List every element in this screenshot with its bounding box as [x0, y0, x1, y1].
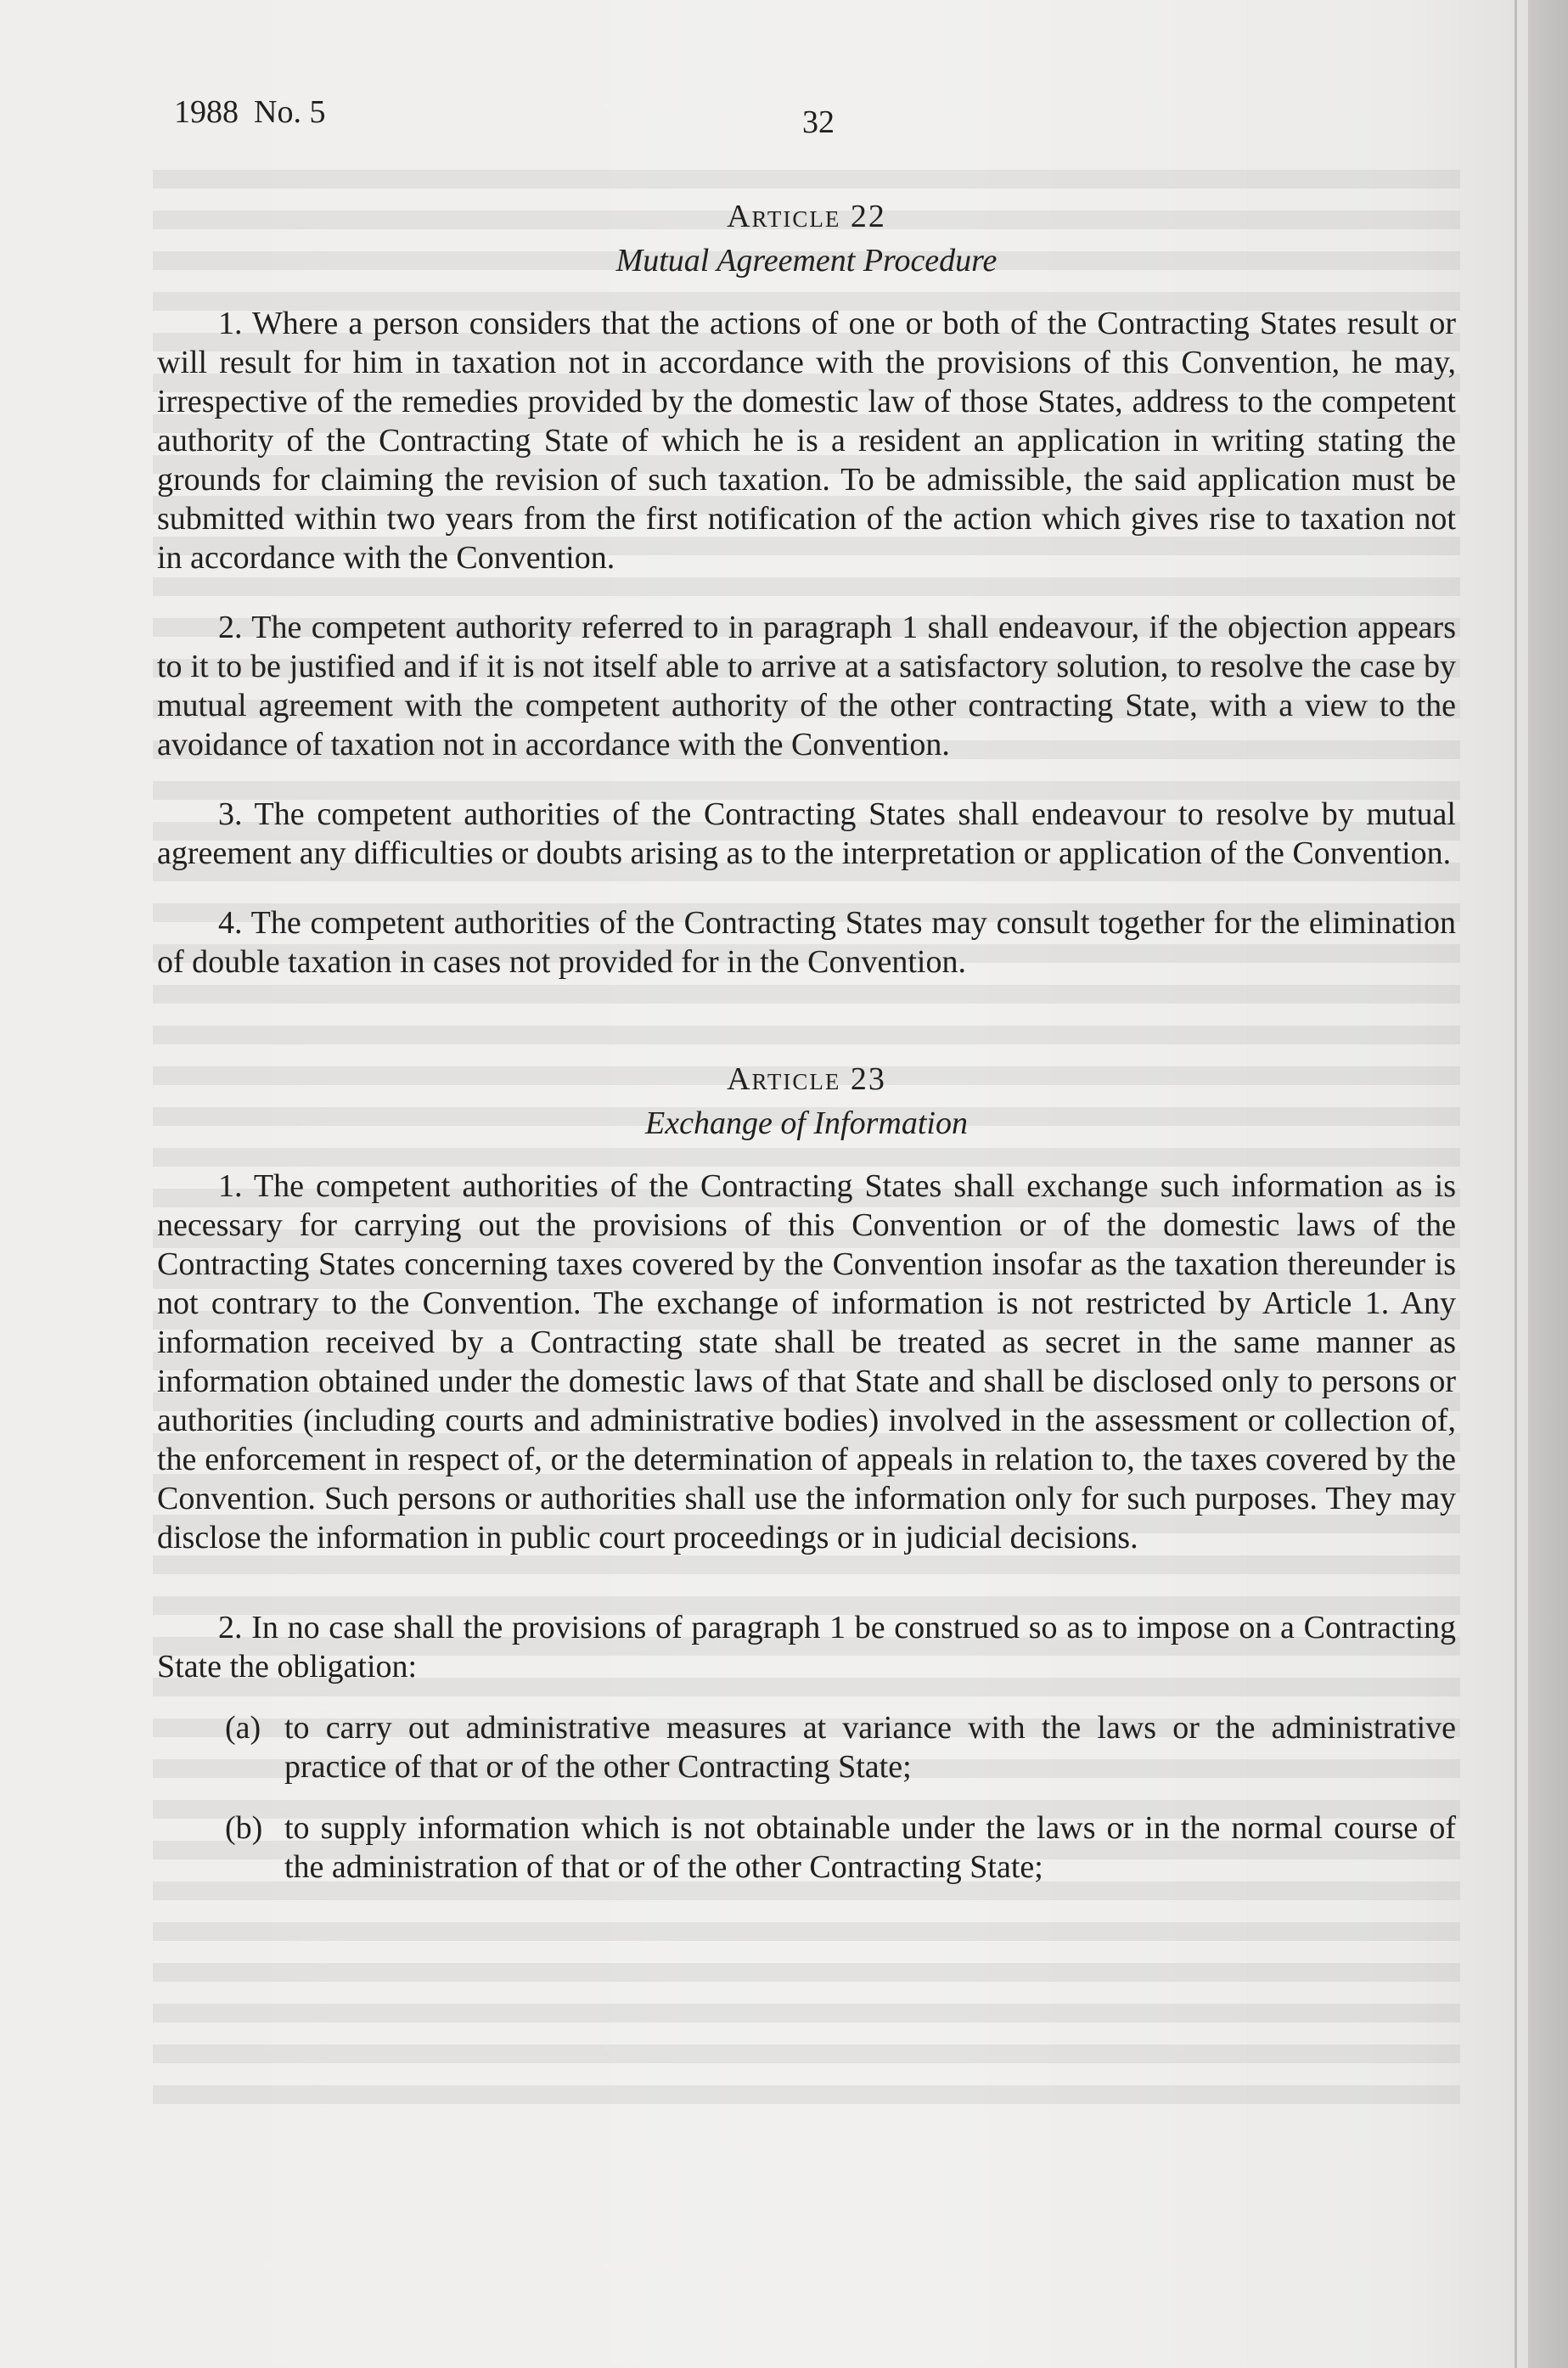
paragraph: 1. The competent authorities of the Contracting States shall exchange such information as is necessary for carrying out the provisions of this Convention or of the domestic laws of the Contracting States concerning taxes covered by the Convention insofar as the taxation thereunder is not contrary to the Convention. The exchange of information is not restricted by Article 1. Any information received by a Contracting state shall be treated as secret in the same manner as information obtained under the domestic laws of that State and shall be disclosed only to persons or authorities (including courts and administrative bodies) involved in the assessment or collection of, the enforcement in respect of, or the determination of appeals in relation to, the taxes covered by the Convention. Such persons or authorities shall use the information only for such purposes. They may disclose the information in public court proceedings or in judicial decisions.: [157, 1168, 1456, 1555]
paragraph: 3. The competent authorities of the Contracting States shall endeavour to resolve by mutual agreement any difficulties or doubts arising as to the interpretation or application of the Convention.: [157, 796, 1456, 871]
list-item-text: to carry out administrative measures at variance with the laws or the administrative practice of that or of the other Contracting State;: [284, 1710, 1456, 1785]
article-23: [157, 1060, 1456, 1887]
page-number: 32: [802, 104, 835, 140]
paragraph: 4. The competent authorities of the Contracting States may consult together for the elimination of double taxation in cases not provided for in the Convention.: [157, 905, 1456, 980]
article-heading: Article 22: [727, 199, 886, 234]
list-marker: (b): [225, 1810, 263, 1846]
list-item-text: to supply information which is not obtainable under the laws or in the normal course of the administration of that or of the other Contracting State;: [284, 1810, 1456, 1885]
article-22: [157, 197, 1456, 982]
page-fold-line: [1515, 0, 1517, 2368]
page-header: [174, 93, 1426, 144]
list-item: [225, 1808, 1456, 1887]
list-marker: (a): [225, 1710, 261, 1746]
header-citation: [174, 93, 325, 131]
paragraph: 2. In no case shall the provisions of paragraph 1 be construed so as to impose on a Contracting State the obligation:: [157, 1610, 1456, 1685]
paragraph: 2. The competent authority referred to in paragraph 1 shall endeavour, if the objection appears to it to be justified and if it is not itself able to arrive at a satisfactory solution, to resolve the case by mutual agreement with the competent authority of the other contracting State, with a view to the avoidance of taxation not in accordance with the Convention.: [157, 610, 1456, 762]
paragraph: 1. Where a person considers that the actions of one or both of the Contracting States result or will result for him in taxation not in accordance with the provisions of this Convention, he may, irrespective of the remedies provided by the domestic law of those States, address to the competent authority of the Contracting State of which he is a resident an application in writing stating the grounds for claiming the revision of such taxation. To be admissible, the said application must be submitted within two years from the first notification of the action which gives rise to taxation not in accordance with the Convention.: [157, 306, 1456, 576]
page-edge: [1528, 0, 1568, 2368]
header-number: No. 5: [254, 94, 326, 130]
page-content: [157, 197, 1456, 1965]
list-item: [225, 1708, 1456, 1786]
article-title: Mutual Agreement Procedure: [615, 243, 998, 278]
header-year: 1988: [174, 94, 239, 130]
article-title: Exchange of Information: [645, 1105, 968, 1141]
article-heading: Article 23: [727, 1061, 886, 1097]
